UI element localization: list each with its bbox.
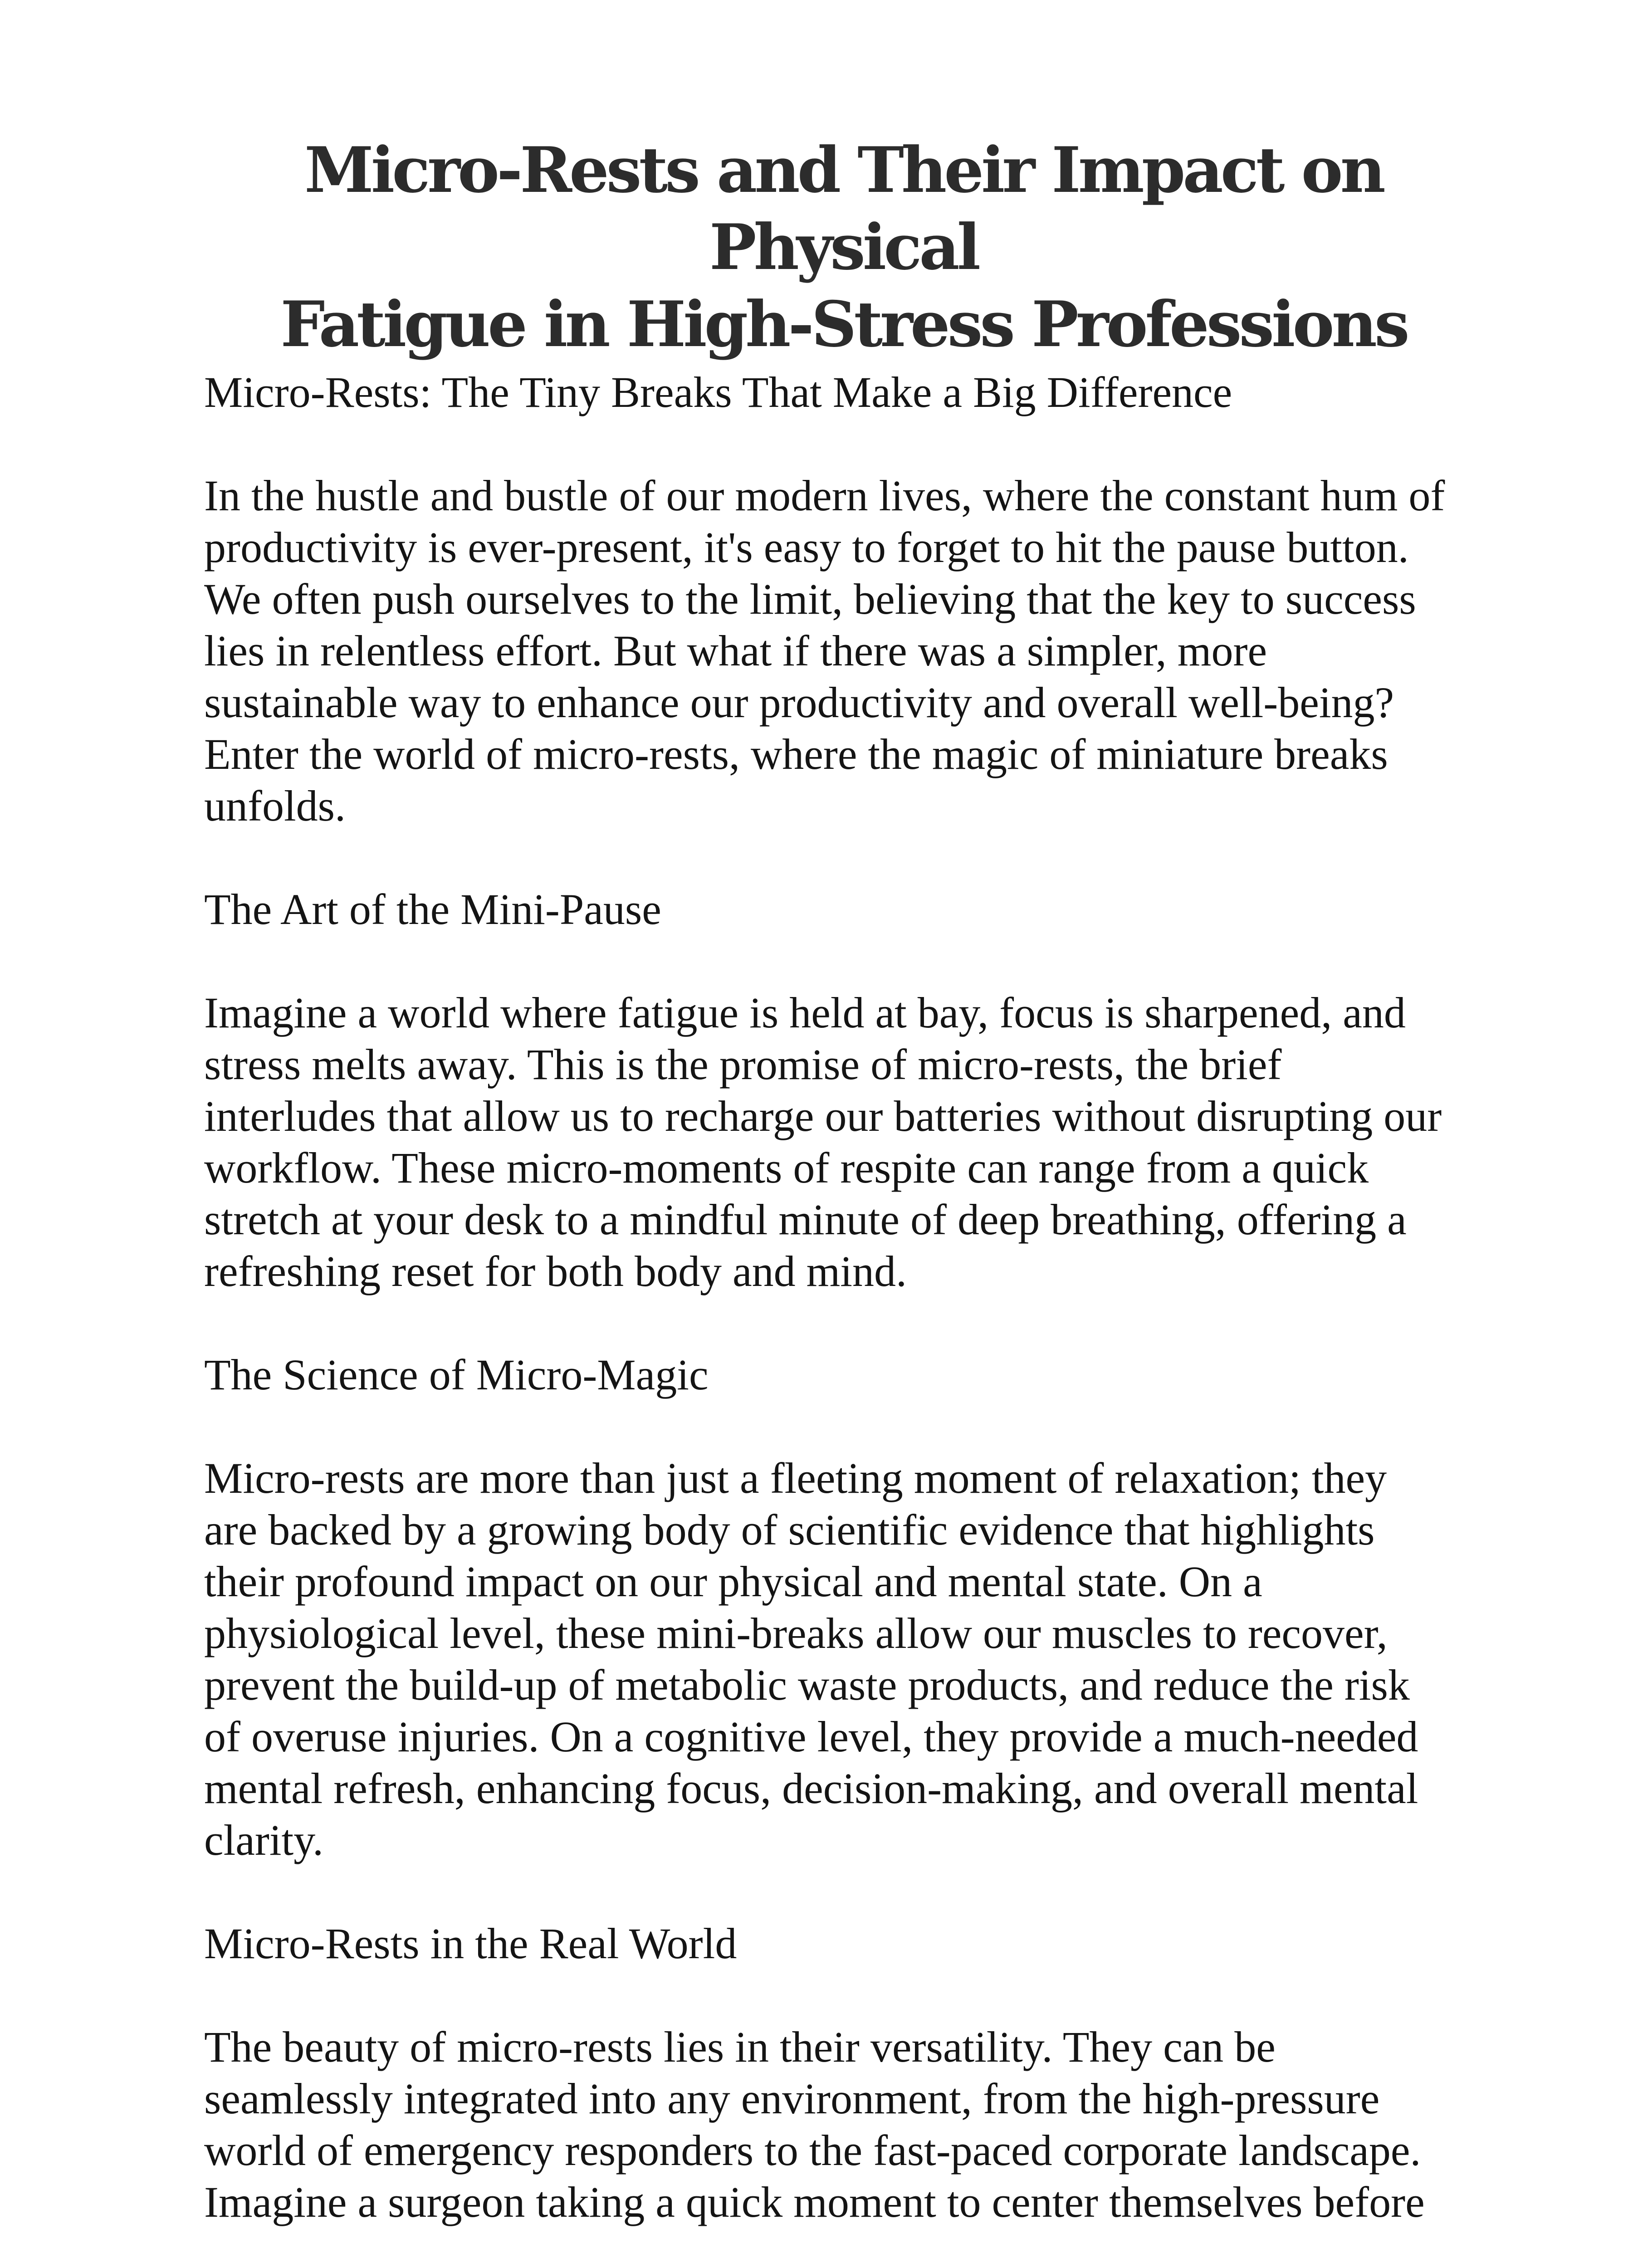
text-line: seamlessly integrated into any environment, from the high-pressure: [204, 2074, 1380, 2123]
section-heading: [204, 1918, 1511, 1970]
section-heading: [204, 1349, 1511, 1401]
text-line: interludes that allow us to recharge our batteries without disrupting our: [204, 1092, 1442, 1140]
text-line: physiological level, these mini-breaks allow our muscles to recover,: [204, 1609, 1388, 1657]
text-line: workflow. These micro-moments of respite can range from a quick: [204, 1144, 1369, 1192]
text-line: The Art of the Mini-Pause: [204, 885, 661, 934]
text-line: Imagine a surgeon taking a quick moment to center themselves before: [204, 2178, 1425, 2226]
text-line: unfolds.: [204, 782, 346, 830]
text-line: refreshing reset for both body and mind.: [204, 1247, 907, 1295]
text-line: Micro-Rests: The Tiny Breaks That Make a Big Difference: [204, 368, 1232, 416]
text-line: mental refresh, enhancing focus, decision-making, and overall mental: [204, 1764, 1418, 1813]
text-line: Micro-Rests in the Real World: [204, 1919, 737, 1968]
text-line: Enter the world of micro-rests, where the magic of miniature breaks: [204, 730, 1388, 778]
text-line: sustainable way to enhance our productivity and overall well-being?: [204, 678, 1394, 727]
title-line: Micro-Rests and Their Impact on Physical: [304, 133, 1383, 284]
title-line: Fatigue in High-Stress Professions: [280, 287, 1407, 361]
paragraph: [204, 987, 1511, 1297]
section-heading: [204, 884, 1511, 935]
text-line: productivity is ever-present, it's easy to forget to hit the pause button.: [204, 523, 1409, 572]
text-line: We often push ourselves to the limit, believing that the key to success: [204, 575, 1416, 623]
paragraph: [204, 470, 1511, 832]
text-line: stretch at your desk to a mindful minute of deep breathing, offering a: [204, 1195, 1407, 1244]
body-text: [204, 367, 1511, 2268]
section-heading: [204, 367, 1511, 418]
text-line: prevent the build-up of metabolic waste products, and reduce the risk: [204, 1661, 1410, 1709]
text-line: their profound impact on our physical and mental state. On a: [204, 1557, 1262, 1606]
text-line: Micro-rests are more than just a fleeting moment of relaxation; they: [204, 1454, 1387, 1502]
paragraph: [204, 1452, 1511, 1866]
text-line: The Science of Micro-Magic: [204, 1350, 709, 1399]
text-line: clarity.: [204, 1816, 323, 1864]
text-line: The beauty of micro-rests lies in their versatility. They can be: [204, 2023, 1276, 2071]
text-line: lies in relentless effort. But what if there was a simpler, more: [204, 626, 1267, 675]
text-line: world of emergency responders to the fast-paced corporate landscape.: [204, 2126, 1421, 2175]
text-line: of overuse injuries. On a cognitive level, they provide a much-needed: [204, 1712, 1418, 1761]
text-line: Imagine a world where fatigue is held at bay, focus is sharpened, and: [204, 988, 1406, 1037]
text-line: stress melts away. This is the promise of micro-rests, the brief: [204, 1040, 1282, 1089]
text-line: In the hustle and bustle of our modern lives, where the constant hum of: [204, 471, 1445, 520]
text-line: are backed by a growing body of scientific evidence that highlights: [204, 1505, 1375, 1554]
paragraph: [204, 2021, 1511, 2228]
document-title: [191, 132, 1497, 363]
